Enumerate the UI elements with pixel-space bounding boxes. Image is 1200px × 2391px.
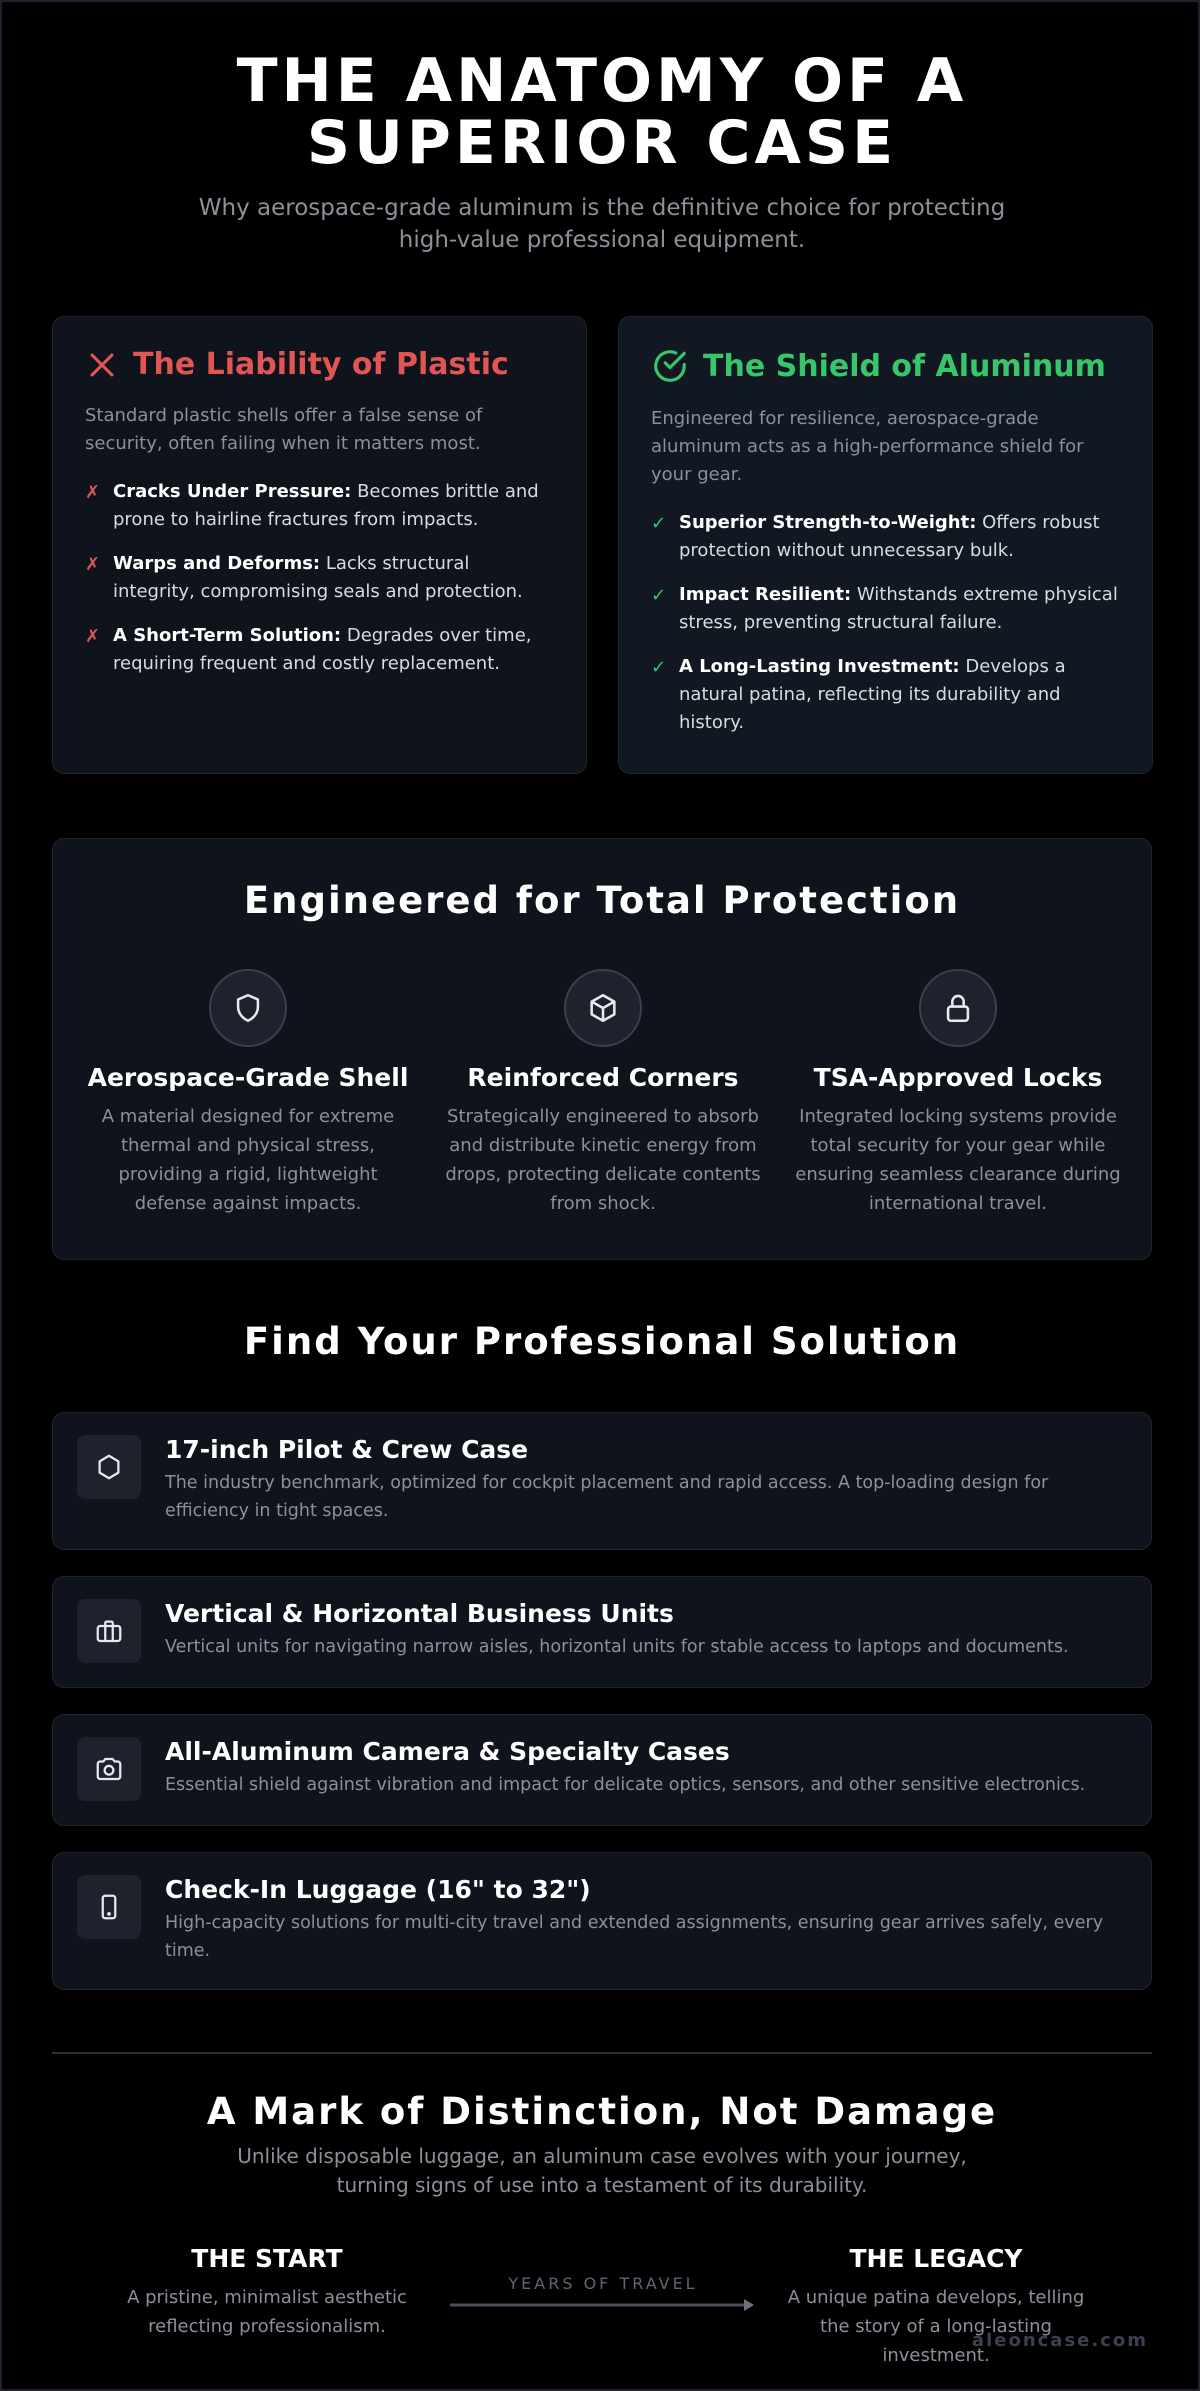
solution-title: Check-In Luggage (16" to 32") (165, 1875, 591, 1904)
aluminum-card-intro: Engineered for resilience, aerospace-grade aluminum acts as a high-performance shield for your gear. (651, 408, 1084, 485)
item-label: A Short-Term Solution: (113, 625, 342, 646)
section-divider (52, 2052, 1152, 2054)
solution-card-camera-cases[interactable] (52, 1714, 1152, 1826)
protection-title: Engineered for Total Protection (243, 879, 961, 922)
timeline-legacy-desc: A unique patina develops, telling the story of a long-lasting investment. (787, 2287, 1085, 2366)
plastic-card-header (85, 347, 554, 382)
timeline-legacy-title: THE LEGACY (849, 2244, 1023, 2273)
page-title: THE ANATOMY OF A SUPERIOR CASE (236, 46, 968, 178)
feature-item (793, 969, 1123, 1218)
distinction-subtitle-wrap (2, 2142, 1200, 2200)
aluminum-card-header (651, 347, 1120, 385)
item-text: Becomes brittle and prone to hairline fractures from impacts. (113, 481, 539, 530)
plastic-card (52, 316, 587, 774)
feature-title: TSA-Approved Locks (813, 1063, 1103, 1092)
timeline-legacy (786, 2244, 1086, 2370)
plastic-card-intro: Standard plastic shells offer a false sense of security, often failing when it matters most. (85, 405, 483, 454)
item-text: Develops a natural patina, reflecting its durability and history. (679, 656, 1066, 733)
aluminum-card-title: The Shield of Aluminum (703, 348, 1106, 384)
hero (2, 46, 1200, 256)
arrow-right-icon (450, 2297, 756, 2313)
item-label: Superior Strength-to-Weight: (679, 512, 977, 533)
briefcase-icon (77, 1599, 141, 1663)
solution-desc: Vertical units for navigating narrow aisles, horizontal units for stable access to laptops and documents. (165, 1637, 1069, 1657)
check-circle-icon (651, 347, 689, 385)
aluminum-card (618, 316, 1153, 774)
solution-card-check-in-luggage[interactable] (52, 1852, 1152, 1990)
hexagon-icon (77, 1435, 141, 1499)
feature-title: Aerospace-Grade Shell (87, 1063, 409, 1092)
box-icon (564, 969, 642, 1047)
item-text: Offers robust protection without unnecessary bulk. (679, 512, 1100, 561)
protection-section (52, 838, 1152, 1260)
check-mark-icon: ✓ (651, 513, 667, 534)
distinction-title: A Mark of Distinction, Not Damage (206, 2090, 998, 2133)
feature-item (438, 969, 768, 1218)
timeline-middle (450, 2274, 756, 2317)
solution-title: 17-inch Pilot & Crew Case (165, 1435, 529, 1464)
list-item (85, 550, 554, 606)
item-text: Degrades over time, requiring frequent and costly replacement. (113, 625, 532, 674)
feature-title: Reinforced Corners (467, 1063, 739, 1092)
list-item (651, 653, 1120, 737)
solution-desc: Essential shield against vibration and impact for delicate optics, sensors, and other sensitive electronics. (165, 1775, 1086, 1795)
item-text: Withstands extreme physical stress, preventing structural failure. (679, 584, 1118, 633)
item-label: Warps and Deforms: (113, 553, 321, 574)
check-mark-icon: ✓ (651, 585, 667, 606)
list-item (85, 622, 554, 678)
aluminum-list (651, 509, 1120, 737)
tablet-icon (77, 1875, 141, 1939)
solution-desc: High-capacity solutions for multi-city travel and extended assignments, ensuring gear arrives safely, every time. (165, 1913, 1104, 1961)
check-mark-icon: ✓ (651, 657, 667, 678)
item-label: A Long-Lasting Investment: (679, 656, 960, 677)
plastic-card-title: The Liability of Plastic (133, 347, 509, 382)
item-label: Cracks Under Pressure: (113, 481, 352, 502)
plastic-list (85, 478, 554, 678)
distinction-subtitle: Unlike disposable luggage, an aluminum case evolves with your journey, turning signs of use into a testament of its durability. (237, 2144, 967, 2197)
solution-desc: The industry benchmark, optimized for cockpit placement and rapid access. A top-loading design for efficiency in tight spaces. (165, 1473, 1049, 1521)
lock-icon (919, 969, 997, 1047)
page-subtitle: Why aerospace-grade aluminum is the definitive choice for protecting high-value professional equipment. (198, 195, 1006, 253)
solution-card-business-units[interactable] (52, 1576, 1152, 1688)
list-item (85, 478, 554, 534)
timeline-label: YEARS OF TRAVEL (508, 2274, 698, 2293)
footer-brand: aleoncase.com (971, 2330, 1148, 2351)
feature-item (83, 969, 413, 1218)
feature-list (83, 969, 1123, 1218)
feature-desc: Strategically engineered to absorb and distribute kinetic energy from drops, protecting delicate contents from shock. (445, 1106, 761, 1214)
solution-title: Vertical & Horizontal Business Units (165, 1599, 674, 1628)
timeline-start-desc: A pristine, minimalist aesthetic reflecting professionalism. (127, 2287, 407, 2337)
solution-card-pilot-case[interactable] (52, 1412, 1152, 1550)
timeline-start (117, 2244, 417, 2341)
solution-title: All-Aluminum Camera & Specialty Cases (165, 1737, 730, 1766)
camera-icon (77, 1737, 141, 1801)
list-item (651, 509, 1120, 565)
item-label: Impact Resilient: (679, 584, 852, 605)
list-item (651, 581, 1120, 637)
cross-mark-icon: ✗ (85, 554, 101, 575)
feature-desc: A material designed for extreme thermal and physical stress, providing a rigid, lightweight defense against impacts. (101, 1106, 395, 1214)
timeline-start-title: THE START (191, 2244, 343, 2273)
item-text: Lacks structural integrity, compromising seals and protection. (113, 553, 523, 602)
feature-desc: Integrated locking systems provide total security for your gear while ensuring seamless clearance during international travel. (795, 1106, 1121, 1214)
cross-mark-icon: ✗ (85, 626, 101, 647)
solutions-title: Find Your Professional Solution (243, 1320, 961, 1363)
shield-icon (209, 969, 287, 1047)
cross-mark-icon: ✗ (85, 482, 101, 503)
x-icon (85, 348, 119, 382)
